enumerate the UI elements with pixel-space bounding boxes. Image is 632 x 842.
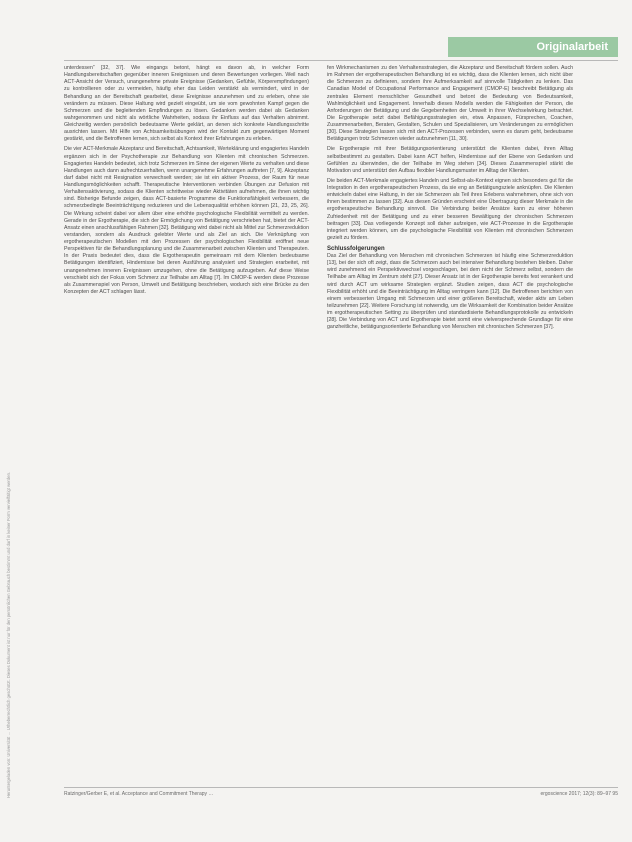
left-paragraph-2: Die vier ACT-Merkmale Akzeptanz und Bereitschaft, Achtsamkeit, Werteklärung und engagiertes Handeln ergänzen sich in der Psychotherapie zur Behandlung von Klienten mit chronischen Schmerzen. Engagiertes Handeln bedeutet, sich trotz Schmerzen im Sinne der eigenen Werte zu verhalten und diese Handlungen auch dann aufrechtzuerhalten, wenn unangenehme Erfahrungen auftreten [7, 9]. Akzeptanz darf dabei nicht mit Resignation verwechselt werden; sie ist ein aktiver Prozess, der Raum für neue Handlungsmöglichkeiten schafft. Therapeutische Interventionen verbinden Übungen zur Defusion mit Verhaltensaktivierung, sodass die Klienten schrittweise wieder Aktivitäten aufnehmen, die ihnen wichtig sind. Bisherige Befunde zeigen, dass ACT-basierte Programme die Funktionsfähigkeit verbessern, die schmerzbedingte Beeinträchtigung reduzieren und die Lebensqualität erhöhen können [21, 23, 25, 26]. Die Wirkung scheint dabei vor allem über eine erhöhte psychologische Flexibilität vermittelt zu werden. Gerade in der Ergotherapie, die sich der Ermöglichung von Betätigung verschrieben hat, bietet der ACT-Ansatz einen anschlussfähigen Rahmen [32]. Betätigung wird dabei nicht als Mittel zur Schmerzreduktion verstanden, sondern als Ausdruck gelebter Werte und als Ziel an sich. Die Verknüpfung von ergotherapeutischen Modellen mit den Prozessen der psychologischen Flexibilität eröffnet neue Perspektiven für die Behandlungsplanung und die Zusammenarbeit zwischen Klienten und Therapeuten. In der Praxis bedeutet dies, dass die Ergotherapeutin gemeinsam mit dem Klienten bedeutsame Betätigungen identifiziert, Hindernisse bei deren Ausführung analysiert und Strategien erarbeitet, mit unangenehmen inneren Ereignissen umzugehen, ohne die Betätigung aufzugeben. Auf diese Weise verschiebt sich der Fokus vom Schmerz zur Teilhabe am Alltag [7]. Im CMOP-E werden diese Prozesse als Zusammenspiel von Person, Umwelt und Betätigung beschrieben, wodurch sich eine Brücke zu den Konzepten der ACT schlagen lässt. [64,146,309,295]
right-column [327,65,573,331]
left-paragraph-1: unterdessen“ [32, 37]. Wie eingangs betont, hängt es davon ab, in welcher Form Handlungsbereitschaften gegenüber inneren Ereignissen und deren Bewertungen vorliegen. Weil nach ACT-Ansicht der Versuch, unangenehme private Ereignisse (Gedanken, Gefühle, Körperempfindungen) zu kontrollieren oder zu vermeiden, häufig eher das Leiden verstärkt als vermindert, wird in der Behandlung an der Bereitschaft gearbeitet, diese Ereignisse anzunehmen und zu erleben, ohne sie verändern zu müssen. Diese Haltung wird gezielt eingeübt, um sie vom gewohnten Kampf gegen die Schmerzen und die begleitenden Empfindungen zu lösen. Gedanken werden dabei als Gedanken wahrgenommen und nicht als wörtliche Wahrheiten, sodass ihr Einfluss auf das Verhalten abnimmt. Gleichzeitig werden persönlich bedeutsame Werte geklärt, an denen sich konkrete Handlungsschritte ausrichten lassen. Mit Hilfe von Achtsamkeitsübungen wird der Kontakt zum gegenwärtigen Moment gestärkt, und die Betroffenen lernen, sich selbst als Kontext ihrer Erfahrungen zu erleben. [64,65,309,143]
download-notice [6,78,16,798]
download-notice-text: Heruntergeladen von: Universität … Urheberrechtlich geschützt. Dieses Dokument ist nur für den persönlichen Gebrauch bestimmt und darf in keiner Form vervielfältigt werden. [6,471,11,798]
right-paragraph-3: Die beiden ACT-Merkmale engagiertes Handeln und Selbst-als-Kontext eignen sich besonders gut für die Integration in den ergotherapeutischen Prozess, da sie eng an Betätigungsziele anknüpfen. Die Klienten entwickeln dabei eine Haltung, in der sie Schmerzen als Teil ihres Erlebens wahrnehmen, ohne sich von ihnen bestimmen zu lassen [32]. Aus diesen Gründen erscheint eine Übertragung dieser Merkmale in die ergotherapeutische Behandlung sinnvoll. Die Verbindung beider Ansätze kann zu einer höheren Zufriedenheit mit der Betätigung und zu einer besseren Bewältigung der chronischen Schmerzen beitragen [33]. Das vorliegende Konzept soll daher aufzeigen, wie ACT-Prozesse in die Ergotherapie integriert werden können, um die psychologische Flexibilität von Klienten mit chronischen Schmerzen gezielt zu fördern. [327,177,573,241]
right-paragraph-2: Die Ergotherapie mit ihrer Betätigungsorientierung unterstützt die Klienten dabei, ihren Alltag selbstbestimmt zu gestalten. Dabei kann ACT helfen, Hindernisse auf der Ebene von Gedanken und Gefühlen zu überwinden, die der Teilhabe im Weg stehen [34]. Dieses Zusammenspiel stärkt die Motivation und unterstützt den Aufbau flexibler Handlungsmuster im Alltag der Klienten. [327,146,573,174]
section-tag: Originalarbeit [448,37,618,57]
footer-journal-page: ergoscience 2017; 12(3): 89–97 95 [540,791,618,797]
footer-divider [64,787,618,788]
right-paragraph-4: Das Ziel der Behandlung von Menschen mit chronischen Schmerzen ist häufig eine Schmerzreduktion [13], bei der sich oft zeigt, dass die Schmerzen auch bei intensiver Behandlung bestehen bleiben. Daher wird zunehmend ein Perspektivwechsel vorgeschlagen, bei dem nicht der Schmerz selbst, sondern die Teilhabe am Alltag im Zentrum steht [27]. Dieser Ansatz ist in der Ergotherapie bereits fest verankert und wird durch ACT um wirksame Strategien ergänzt. Studien zeigen, dass ACT die psychologische Flexibilität erhöht und die Beeinträchtigung im Alltag verringern kann [12]. Die Betroffenen berichten von einem verbesserten Umgang mit Schmerzen und einer größeren Bereitschaft, wieder aktiv am Leben teilzunehmen [22]. Weitere Forschung ist notwendig, um die Wirksamkeit der Kombination beider Ansätze im ergotherapeutischen Setting zu überprüfen und standardisierte Behandlungsprotokolle zu entwickeln [28]. Die Verbindung von ACT und Ergotherapie bietet somit eine vielversprechende Grundlage für eine ganzheitliche, betätigungsorientierte Behandlung von Menschen mit chronischen Schmerzen [37]. [327,253,573,331]
left-column [64,65,309,296]
header-divider [64,60,618,61]
footer-citation: Ratzinger/Gerber E, et al. Acceptance and Commitment Therapy … [64,791,214,797]
section-heading-conclusions: Schlussfolgerungen [327,246,385,252]
right-paragraph-1: fen Wirkmechanismen zu den Verhaltensstrategien, die Akzeptanz und Bereitschaft fördern sollen. Auch im Rahmen der ergotherapeutischen Behandlung ist es wichtig, dass die Klienten lernen, sich nicht über die Schmerzen zu definieren, sondern ihre Aufmerksamkeit auf sinnvolle Tätigkeiten zu lenken. Das Canadian Model of Occupational Performance and Engagement (CMOP-E) beschreibt Betätigung als zentrales Element menschlicher Gesundheit und betont die Bedeutung von Bedeutsamkeit, Wahlmöglichkeit und Engagement. Innerhalb dieses Modells werden die Fähigkeiten der Person, die Anforderungen der Betätigung und die Gegebenheiten der Umwelt in ihrer Wechselwirkung betrachtet. Die Ergotherapie setzt dabei Befähigungsstrategien ein, etwa Anpassen, Fürsprechen, Coachen, Zusammenarbeiten, Beraten, Gestalten, Schulen und Spezialisieren, um Veränderungen zu ermöglichen [30]. Diese Strategien lassen sich mit den ACT-Prozessen verbinden, wenn es darum geht, bedeutsame Betätigungen trotz Schmerzen wieder aufzunehmen [11, 30]. [327,65,573,143]
